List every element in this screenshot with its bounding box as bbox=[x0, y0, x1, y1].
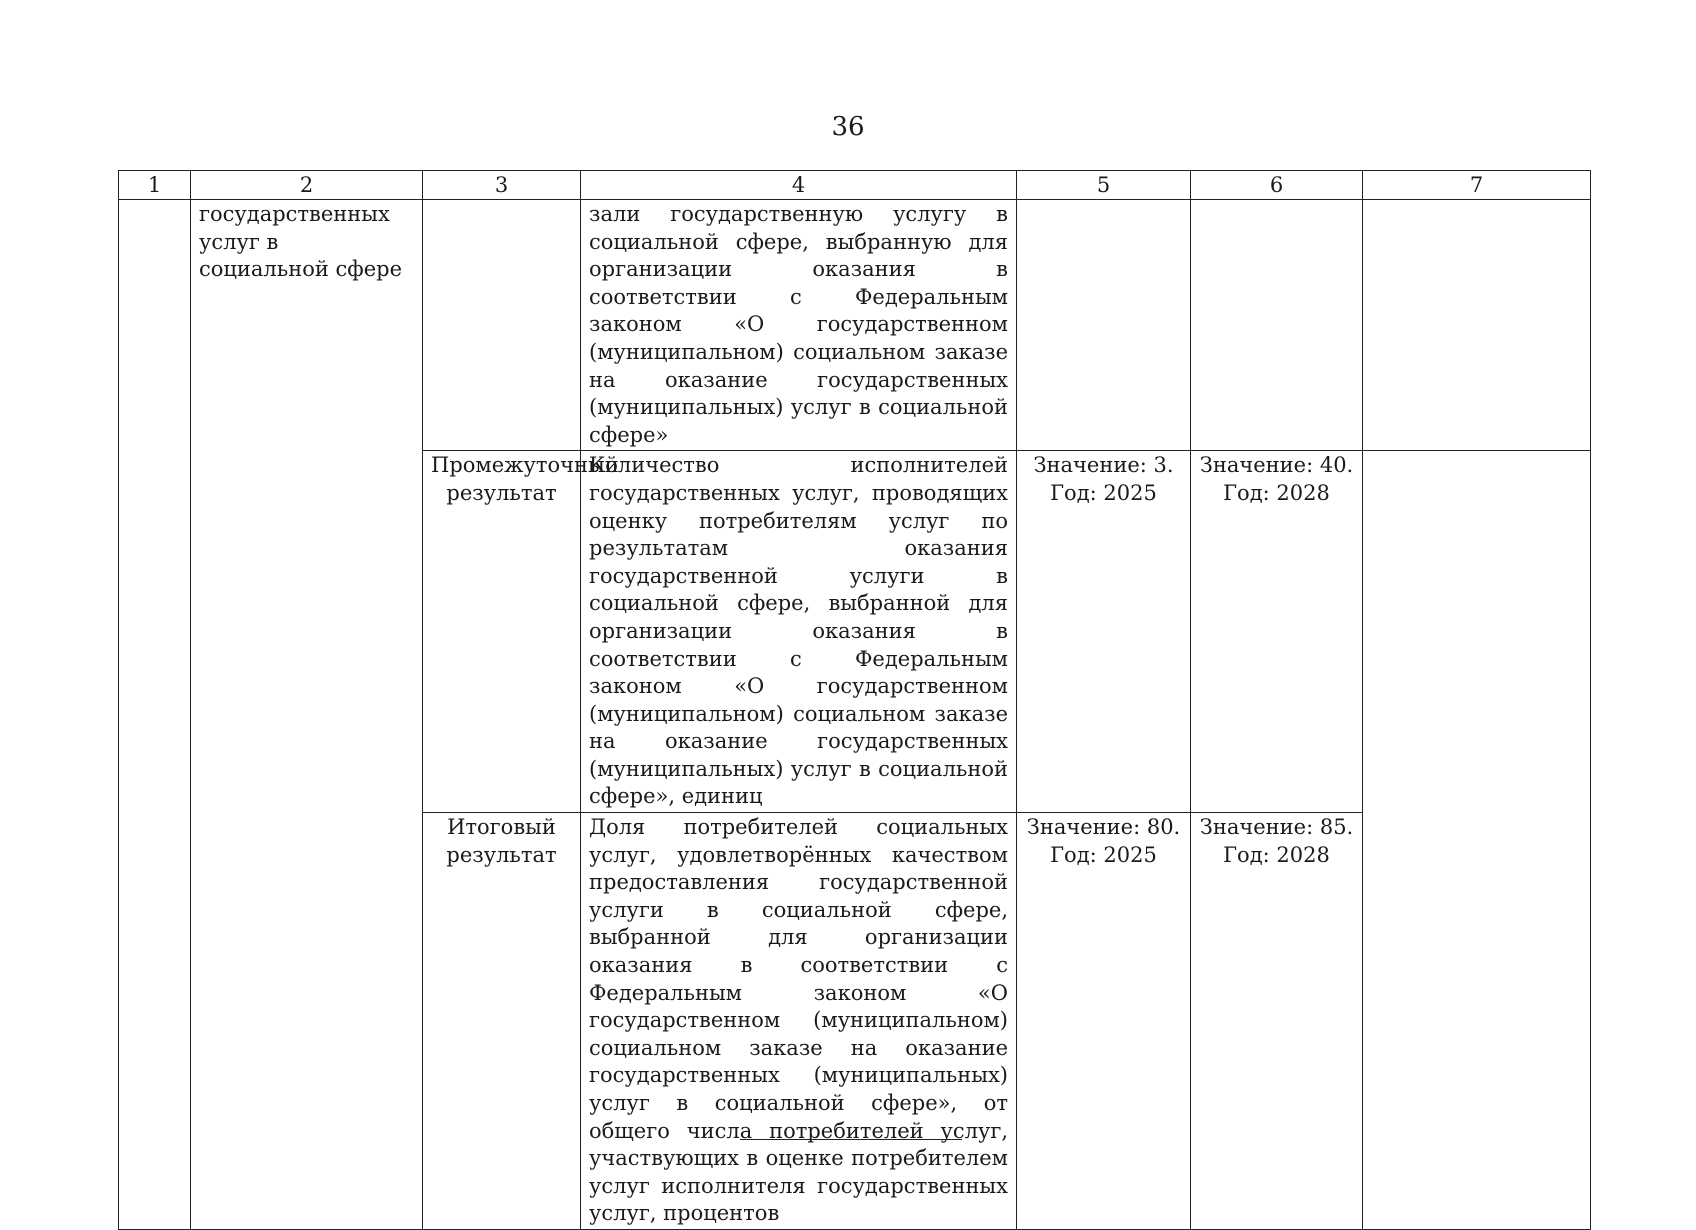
table-cell-col1 bbox=[119, 200, 191, 1230]
column-number-6: 6 bbox=[1191, 171, 1363, 200]
table-cell-col7 bbox=[1363, 451, 1591, 1230]
page-number: 36 bbox=[831, 112, 865, 142]
table-cell-indicator: Доля потребителей социальных услуг, удовлетворённых качеством предоставления государственной услуги в социальной сфере, выбранной для организации оказания в соответствии с Федеральным законом «О государственном (муниципальном) социальном заказе на оказание государственных (муниципальных) услуг в социальной сфере», от общего числа потребителей услуг, участвующих в оценке потребителем услуг исполнителя государственных услуг, процентов bbox=[581, 813, 1017, 1230]
table-cell-indicator: Количество исполнителей государственных услуг, проводящих оценку потребителям услуг по результатам оказания государственной услуги в социальной сфере, выбранной для организации оказания в соответствии с Федеральным законом «О государственном (муниципальном) социальном заказе на оказание государственных (муниципальных) услуг в социальной сфере», единиц bbox=[581, 451, 1017, 813]
indicators-table bbox=[118, 170, 1591, 1230]
table-cell-result-type: Промежуточный результат bbox=[423, 451, 581, 813]
column-number-4: 4 bbox=[581, 171, 1017, 200]
table-cell-base-value bbox=[1017, 200, 1191, 451]
table-cell-result-type: Итоговый результат bbox=[423, 813, 581, 1230]
table-cell-service-name: государственных услуг в социальной сфере bbox=[191, 200, 423, 1230]
column-number-3: 3 bbox=[423, 171, 581, 200]
column-number-1: 1 bbox=[119, 171, 191, 200]
table-row bbox=[119, 200, 1591, 451]
table-cell-target-value: Значение: 40. Год: 2028 bbox=[1191, 451, 1363, 813]
column-number-2: 2 bbox=[191, 171, 423, 200]
table-cell-col7 bbox=[1363, 200, 1591, 451]
column-numbers-row bbox=[119, 171, 1591, 200]
footnote-divider bbox=[740, 1139, 962, 1140]
column-number-5: 5 bbox=[1017, 171, 1191, 200]
table-cell-target-value bbox=[1191, 200, 1363, 451]
table-cell-target-value: Значение: 85. Год: 2028 bbox=[1191, 813, 1363, 1230]
table-cell-base-value: Значение: 3. Год: 2025 bbox=[1017, 451, 1191, 813]
table-cell-indicator: зали государственную услугу в социальной сфере, выбранную для организации оказания в соответствии с Федеральным законом «О государственном (муниципальном) социальном заказе на оказание государственных (муниципальных) услуг в социальной сфере» bbox=[581, 200, 1017, 451]
table-cell-result-type bbox=[423, 200, 581, 451]
table-cell-base-value: Значение: 80. Год: 2025 bbox=[1017, 813, 1191, 1230]
column-number-7: 7 bbox=[1363, 171, 1591, 200]
